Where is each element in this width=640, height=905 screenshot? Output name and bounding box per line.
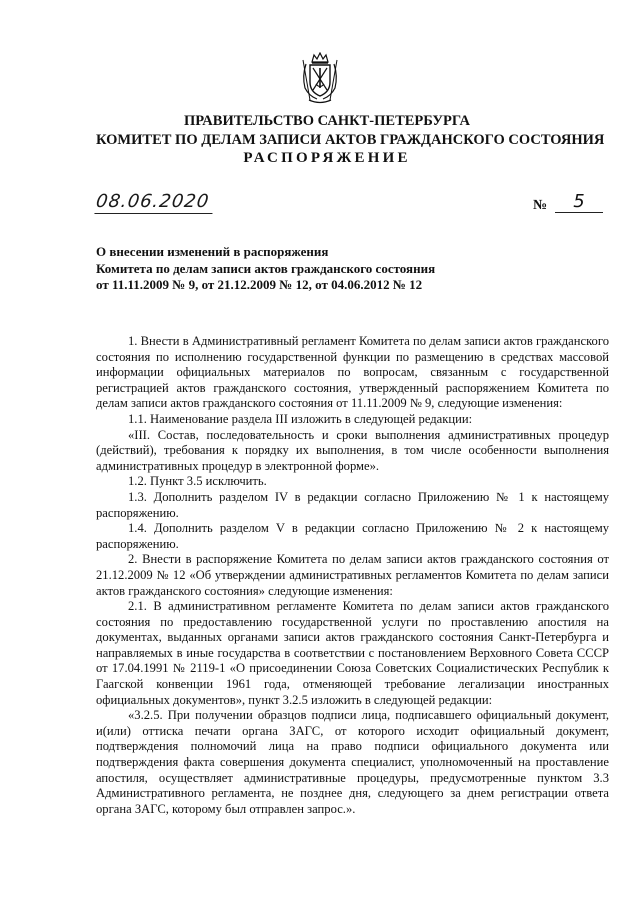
subject-line: О внесении изменений в распоряжения bbox=[96, 244, 329, 259]
body-paragraph: 1. Внести в Административный регламент Комитета по делам записи актов гражданского состояния по исполнению государственной функции по размещению в средствах массовой информации официальных материалов по вопросам, связанным с государственной регистрацией актов гражданского состояния, утвержденный распоряжением Комитета по делам записи актов гражданского состояния от 11.11.2009 № 9, следующие изменения: bbox=[96, 334, 609, 411]
body-paragraph: 2.1. В административном регламенте Комитета по делам записи актов гражданского состояния по предоставлению государственной услуги по проставлению апостиля на документах, выданных органами записи актов гражданского состояния Санкт-Петербурга и направляемых в иные государства в соответствии с постановлением Верховного Совета СССР от 17.04.1991 № 2119-1 «О присоединении Союза Советских Социалистических Республик к Гаагской конвенции 1961 года, отменяющей требование легализации иностранных официальных документов», пункт 3.2.5 изложить в следующей редакции: bbox=[96, 599, 609, 707]
document-type: РАСПОРЯЖЕНИЕ bbox=[243, 150, 411, 166]
government-title: ПРАВИТЕЛЬСТВО САНКТ-ПЕТЕРБУРГА bbox=[184, 113, 470, 129]
body-paragraph: 1.3. Дополнить разделом IV в редакции согласно Приложению № 1 к настоящему распоряжению. bbox=[96, 489, 609, 520]
body-paragraph: «3.2.5. При получении образцов подписи лица, подписавшего официальный документ, и(или) оттиска печати органа ЗАГС, от которого исходит официальный документ, подтверждения полномочий лица на право подписи официального документа или подтверждения факта совершения документа специалист, уполномоченный на проставление апостиля, осуществляет административные процедуры, предусмотренные пунктом 3.3 Административного регламента, не позднее дня, следующего за днем регистрации ответа органа ЗАГС, которому был отправлен запрос.». bbox=[96, 708, 609, 816]
body-paragraph: «III. Состав, последовательность и сроки выполнения административных процедур (действий), требования к порядку их выполнения, в том числе особенности выполнения административных процедур в электронной форме». bbox=[96, 427, 609, 473]
number-label: № bbox=[533, 198, 548, 213]
subject-line: от 11.11.2009 № 9, от 21.12.2009 № 12, от 04.06.2012 № 12 bbox=[96, 277, 423, 292]
body-paragraph: 1.4. Дополнить разделом V в редакции согласно Приложению № 2 к настоящему распоряжению. bbox=[96, 521, 609, 551]
body-paragraph: 1.2. Пункт 3.5 исключить. bbox=[128, 474, 267, 489]
document-number: 5 bbox=[555, 191, 603, 213]
subject-line: Комитета по делам записи актов гражданского состояния bbox=[96, 260, 436, 276]
document-body bbox=[96, 334, 609, 817]
body-paragraph: 1.1. Наименование раздела III изложить в следующей редакции: bbox=[128, 411, 473, 426]
committee-title: КОМИТЕТ ПО ДЕЛАМ ЗАПИСИ АКТОВ ГРАЖДАНСКОГО СОСТОЯНИЯ bbox=[96, 132, 605, 148]
document-subject bbox=[96, 244, 566, 294]
document-date: 08.06.2020 bbox=[94, 191, 215, 214]
body-paragraph: 2. Внести в распоряжение Комитета по делам записи актов гражданского состояния от 21.12.2009 № 12 «Об утверждении административных регламентов Комитета по делам записи актов гражданского состояния» следующие изменения: bbox=[96, 552, 609, 598]
coat-of-arms-icon bbox=[297, 52, 343, 106]
